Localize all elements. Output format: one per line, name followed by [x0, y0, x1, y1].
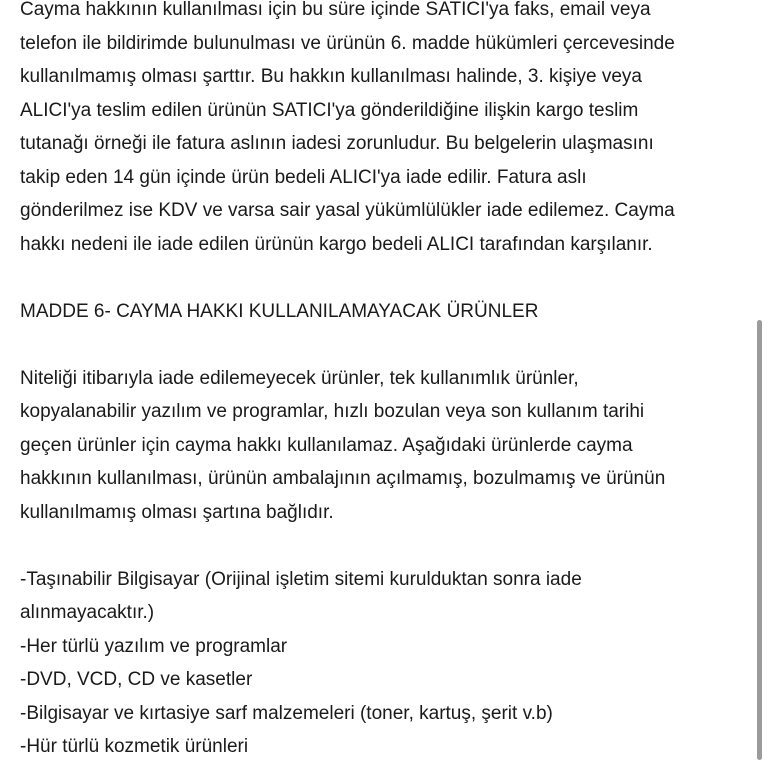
text-line: Cayma hakkının kullanılması için bu süre içinde SATICI'ya faks, email veya: [20, 0, 651, 20]
paragraph-excluded-products: [20, 362, 750, 530]
section-heading: MADDE 6- CAYMA HAKKI KULLANILAMAYACAK ÜRÜNLER: [20, 300, 539, 322]
vertical-scrollbar[interactable]: [757, 320, 762, 760]
excluded-products-list: [20, 563, 750, 764]
list-item: alınmayacaktır.): [20, 602, 155, 623]
text-line: hakkının kullanılması, ürünün ambalajının açılmamış, bozulmamış ve ürünün: [20, 468, 666, 489]
text-line: geçen ürünler için cayma hakkı kullanılamaz. Aşağıdaki ürünlerde cayma: [20, 434, 633, 456]
text-line: kullanılmamış olması şarttır. Bu hakkın kullanılması halinde, 3. kişiye veya: [20, 66, 642, 87]
document-body: [20, 0, 750, 764]
paragraph-cayma-hakki: [20, 0, 750, 261]
text-line: gönderilmez ise KDV ve varsa sair yasal yükümlülükler iade edilemez. Cayma: [20, 200, 675, 221]
text-line: hakkı nedeni ile iade edilen ürünün kargo bedeli ALICI tarafından karşılanır.: [20, 233, 653, 255]
list-item: -DVD, VCD, CD ve kasetler: [20, 669, 253, 690]
text-line: telefon ile bildirimde bulunulması ve ürünün 6. madde hükümleri çercevesinde: [20, 32, 675, 54]
text-line: kullanılmamış olması şartına bağlıdır.: [20, 501, 334, 523]
text-line: kopyalanabilir yazılım ve programlar, hızlı bozulan veya son kullanım tarihi: [20, 401, 645, 422]
text-line: takip eden 14 gün içinde ürün bedeli ALICI'ya iade edilir. Fatura aslı: [20, 166, 587, 188]
text-line: Niteliği itibarıyla iade edilemeyecek ürünler, tek kullanımlık ürünler,: [20, 367, 579, 389]
list-item: -Her türlü yazılım ve programlar: [20, 635, 288, 657]
list-item: -Bilgisayar ve kırtasiye sarf malzemeleri (toner, kartuş, şerit v.b): [20, 702, 553, 724]
list-item: -Taşınabilir Bilgisayar (Orijinal işletim sitemi kurulduktan sonra iade: [20, 568, 582, 590]
text-line: tutanağı örneği ile fatura aslının iadesi zorunludur. Bu belgelerin ulaşmasını: [20, 133, 654, 154]
list-item: -Hür türlü kozmetik ürünleri: [20, 736, 249, 757]
text-line: ALICI'ya teslim edilen ürünün SATICI'ya gönderildiğine ilişkin kargo teslim: [20, 99, 639, 121]
